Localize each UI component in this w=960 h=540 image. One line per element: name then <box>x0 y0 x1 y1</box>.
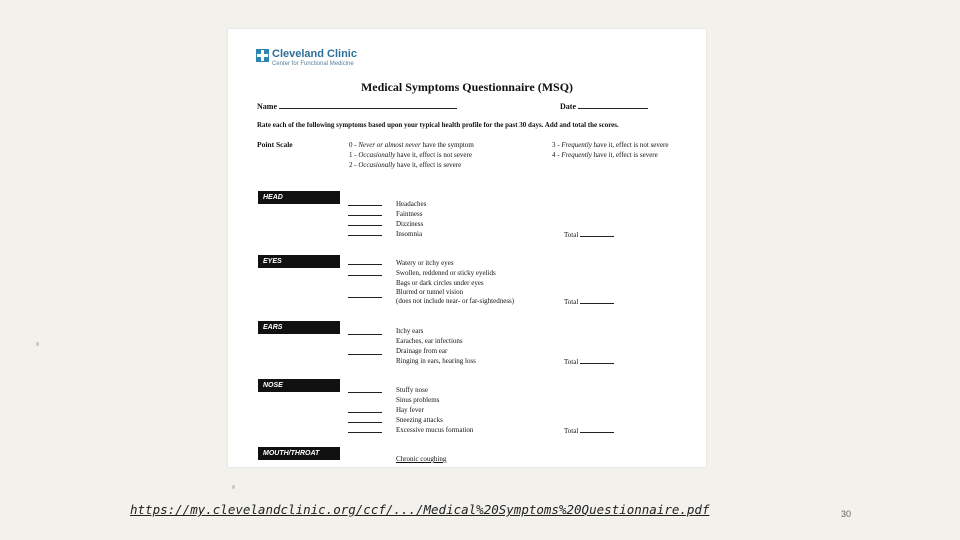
scale-row: 4 - Frequently have it, effect is severe <box>552 151 658 159</box>
score-blank <box>348 297 382 298</box>
symptom: Chronic coughing <box>396 455 447 463</box>
point-scale-right <box>552 140 668 160</box>
document-title: Medical Symptoms Questionnaire (MSQ) <box>360 80 574 94</box>
symptom: Hay fever <box>396 406 424 414</box>
name-field <box>257 101 457 111</box>
scale-row: 1 - Occasionally have it, effect is not severe <box>349 151 472 159</box>
symptom: Sinus problems <box>396 396 440 404</box>
date-line <box>578 101 648 109</box>
section-total: Total <box>564 230 614 239</box>
symptom: Bags or dark circles under eyes <box>396 279 484 287</box>
symptom: Itchy ears <box>396 327 424 335</box>
score-blank <box>348 392 382 393</box>
score-blank <box>348 225 382 226</box>
score-blank <box>348 215 382 216</box>
scale-row: 0 - Never or almost never have the symptom <box>349 141 474 149</box>
logo-name: Cleveland Clinic <box>272 48 357 60</box>
name-line <box>279 101 457 109</box>
instructions: Rate each of the following symptoms based upon your typical health profile for the past 30 days. Add and total the scores. <box>257 121 619 129</box>
scale-row: 3 - Frequently have it, effect is not severe <box>552 141 669 149</box>
section-eyes-header: EYES <box>258 255 340 268</box>
symptom: Watery or itchy eyes <box>396 259 454 267</box>
score-blank <box>348 432 382 433</box>
logo-subtitle: Center for Functional Medicine <box>272 61 354 67</box>
section-total: Total <box>564 426 614 435</box>
symptom: Blurred or tunnel vision <box>396 288 464 296</box>
section-head-header: HEAD <box>258 191 340 204</box>
symptom-note: (does not include near- or far-sightedness) <box>396 297 515 305</box>
symptom: Faintness <box>396 210 423 218</box>
symptom: Drainage from ear <box>396 347 448 355</box>
source-link[interactable]: https://my.clevelandclinic.org/ccf/.../Medical%20Symptoms%20Questionnaire.pdf <box>130 502 710 517</box>
section-ears-header: EARS <box>258 321 340 334</box>
logo <box>256 49 357 68</box>
name-label: Name <box>257 102 277 111</box>
point-scale-left <box>349 140 474 170</box>
symptom: Excessive mucus formation <box>396 426 474 434</box>
score-blank <box>348 354 382 355</box>
section-mouth-throat-header: MOUTH/THROAT <box>258 447 340 460</box>
score-blank <box>348 412 382 413</box>
section-total: Total <box>564 297 614 306</box>
document-image <box>228 29 706 467</box>
score-blank <box>348 235 382 236</box>
page-number: 30 <box>841 509 852 519</box>
symptom: Swollen, reddened or sticky eyelids <box>396 269 496 277</box>
speck <box>232 485 235 489</box>
section-total: Total <box>564 357 614 366</box>
date-label: Date <box>560 102 576 111</box>
cleveland-clinic-cross-icon <box>256 49 269 62</box>
symptom: Insomnia <box>396 230 423 238</box>
symptom: Dizziness <box>396 220 424 228</box>
section-nose-header: NOSE <box>258 379 340 392</box>
symptom: Ringing in ears, hearing loss <box>396 357 476 365</box>
scale-row: 2 - Occasionally have it, effect is severe <box>349 161 462 169</box>
symptom: Stuffy nose <box>396 386 428 394</box>
score-blank <box>348 422 382 423</box>
symptom: Headaches <box>396 200 427 208</box>
score-blank <box>348 275 382 276</box>
score-blank <box>348 334 382 335</box>
score-blank <box>348 205 382 206</box>
date-field <box>560 101 648 111</box>
symptom: Earaches, ear infections <box>396 337 463 345</box>
point-scale-label: Point Scale <box>257 140 293 149</box>
symptom: Sneezing attacks <box>396 416 443 424</box>
speck <box>36 342 39 346</box>
score-blank <box>348 264 382 265</box>
